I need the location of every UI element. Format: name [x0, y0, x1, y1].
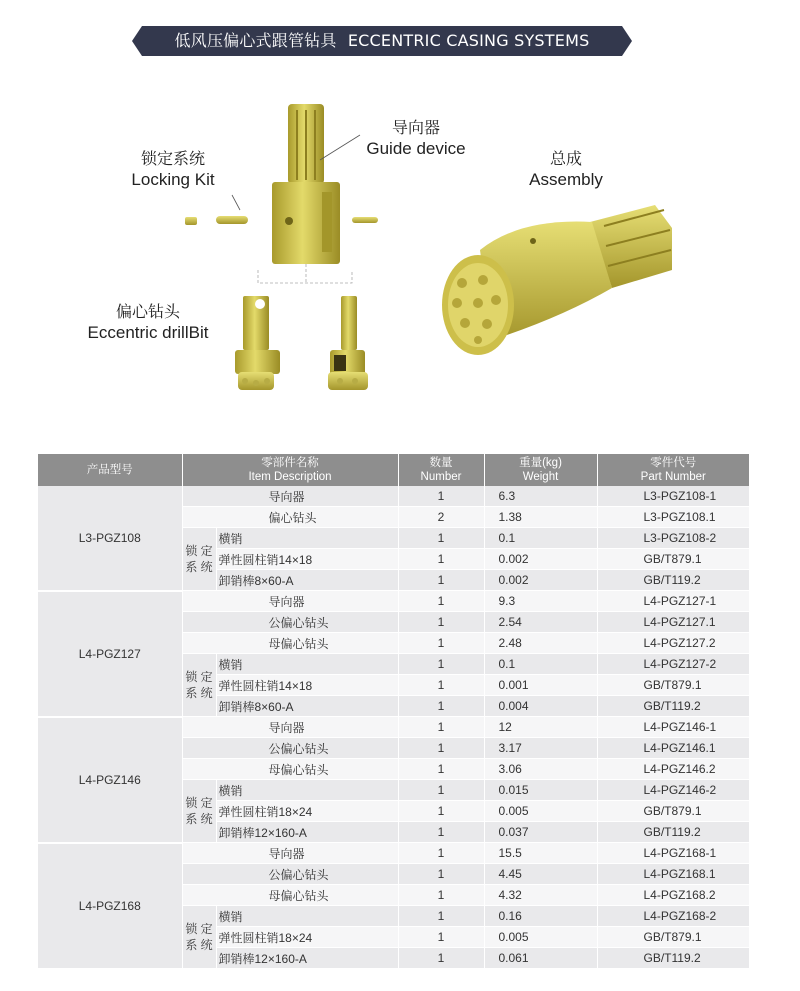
number-cell: 1: [398, 843, 484, 864]
weight-cell: 0.002: [484, 549, 597, 570]
item-cell: 弹性圆柱销14×18: [216, 549, 398, 570]
label-drillbit-cn: 偏心钻头: [115, 302, 180, 321]
assembly-drawing: [442, 205, 672, 355]
label-eccentric-drillbit: [72, 302, 224, 344]
table-row: [38, 843, 749, 864]
weight-cell: 4.45: [484, 864, 597, 885]
item-cell: 卸销棒12×160-A: [216, 822, 398, 843]
number-cell: 1: [398, 549, 484, 570]
locking-group-cell: [182, 528, 216, 591]
item-cell: 母偏心钻头: [182, 633, 398, 654]
table-row: [38, 486, 749, 507]
number-cell: 1: [398, 717, 484, 738]
weight-cell: 0.1: [484, 528, 597, 549]
weight-cell: 0.061: [484, 948, 597, 969]
header-item-en: Item Description: [248, 471, 332, 483]
table-body: [38, 486, 749, 969]
header-number-en: Number: [420, 471, 462, 483]
header-model-cn: 产品型号: [86, 464, 133, 476]
label-assembly-cn: 总成: [549, 149, 582, 168]
part-number-cell: L4-PGZ168.2: [597, 885, 749, 906]
number-cell: 1: [398, 528, 484, 549]
number-cell: 1: [398, 654, 484, 675]
weight-cell: 0.16: [484, 906, 597, 927]
part-number-cell: L4-PGZ168.1: [597, 864, 749, 885]
part-number-cell: GB/T879.1: [597, 927, 749, 948]
model-cell: L4-PGZ127: [38, 591, 182, 717]
number-cell: 1: [398, 759, 484, 780]
header-part-number: [597, 454, 749, 486]
eccentric-bit-drawing-right: [328, 296, 368, 390]
part-number-cell: L3-PGZ108-2: [597, 528, 749, 549]
part-number-cell: GB/T119.2: [597, 696, 749, 717]
number-cell: 1: [398, 864, 484, 885]
part-number-cell: GB/T879.1: [597, 549, 749, 570]
group-label-line2: 系 统: [185, 812, 213, 826]
number-cell: 1: [398, 906, 484, 927]
item-cell: 公偏心钻头: [182, 738, 398, 759]
weight-cell: 12: [484, 717, 597, 738]
part-number-cell: L4-PGZ146.2: [597, 759, 749, 780]
item-cell: 导向器: [182, 591, 398, 612]
group-label-line1: 锁 定: [185, 670, 213, 684]
header-item: [182, 454, 398, 486]
weight-cell: 0.004: [484, 696, 597, 717]
model-cell: L4-PGZ146: [38, 717, 182, 843]
part-number-cell: L4-PGZ127.2: [597, 633, 749, 654]
spec-table: [38, 454, 749, 970]
part-number-cell: GB/T119.2: [597, 822, 749, 843]
part-number-cell: L4-PGZ127-1: [597, 591, 749, 612]
weight-cell: 0.1: [484, 654, 597, 675]
model-cell: L3-PGZ108: [38, 486, 182, 591]
weight-cell: 0.005: [484, 801, 597, 822]
header-weight: [484, 454, 597, 486]
number-cell: 1: [398, 948, 484, 969]
number-cell: 1: [398, 822, 484, 843]
number-cell: 1: [398, 780, 484, 801]
item-cell: 母偏心钻头: [182, 759, 398, 780]
label-guide-cn: 导向器: [391, 118, 440, 137]
part-number-cell: GB/T119.2: [597, 948, 749, 969]
item-cell: 导向器: [182, 843, 398, 864]
item-cell: 弹性圆柱销18×24: [216, 801, 398, 822]
part-number-cell: L3-PGZ108-1: [597, 486, 749, 507]
item-cell: 导向器: [182, 486, 398, 507]
group-label-line2: 系 统: [185, 938, 213, 952]
number-cell: 2: [398, 507, 484, 528]
locking-group-cell: [182, 906, 216, 969]
label-locking-cn: 锁定系统: [140, 149, 205, 168]
item-cell: 卸销棒8×60-A: [216, 696, 398, 717]
item-cell: 卸销棒8×60-A: [216, 570, 398, 591]
product-illustration: [0, 0, 800, 440]
label-assembly-en: Assembly: [529, 170, 603, 189]
part-number-cell: L4-PGZ168-1: [597, 843, 749, 864]
number-cell: 1: [398, 486, 484, 507]
label-locking-kit: [122, 149, 224, 191]
item-cell: 母偏心钻头: [182, 885, 398, 906]
guide-device-drawing: [272, 104, 340, 264]
group-label-line1: 锁 定: [185, 544, 213, 558]
number-cell: 1: [398, 738, 484, 759]
locking-group-cell: [182, 780, 216, 843]
part-number-cell: L4-PGZ127-2: [597, 654, 749, 675]
header-model: [38, 454, 182, 486]
number-cell: 1: [398, 801, 484, 822]
weight-cell: 2.48: [484, 633, 597, 654]
number-cell: 1: [398, 927, 484, 948]
table-row: [38, 591, 749, 612]
item-cell: 横销: [216, 906, 398, 927]
label-drillbit-en: Eccentric drillBit: [87, 323, 209, 342]
part-number-cell: GB/T879.1: [597, 675, 749, 696]
item-cell: 卸销棒12×160-A: [216, 948, 398, 969]
weight-cell: 1.38: [484, 507, 597, 528]
part-number-cell: L4-PGZ146-2: [597, 780, 749, 801]
part-number-cell: L4-PGZ168-2: [597, 906, 749, 927]
header-number: [398, 454, 484, 486]
locking-group-cell: [182, 654, 216, 717]
item-cell: 横销: [216, 654, 398, 675]
part-number-cell: GB/T879.1: [597, 801, 749, 822]
header-item-cn: 零部件名称: [261, 457, 319, 469]
item-cell: 导向器: [182, 717, 398, 738]
label-guide-device: [356, 118, 476, 160]
number-cell: 1: [398, 570, 484, 591]
header-part-cn: 零件代号: [650, 457, 697, 469]
weight-cell: 0.037: [484, 822, 597, 843]
item-cell: 公偏心钻头: [182, 612, 398, 633]
group-label-line1: 锁 定: [185, 796, 213, 810]
weight-cell: 0.005: [484, 927, 597, 948]
header-weight-en: Weight: [522, 471, 559, 483]
part-number-cell: L4-PGZ146-1: [597, 717, 749, 738]
number-cell: 1: [398, 885, 484, 906]
part-number-cell: GB/T119.2: [597, 570, 749, 591]
part-number-cell: L3-PGZ108.1: [597, 507, 749, 528]
model-cell: L4-PGZ168: [38, 843, 182, 969]
header-weight-cn: 重量(kg): [519, 457, 562, 469]
weight-cell: 2.54: [484, 612, 597, 633]
table-row: [38, 717, 749, 738]
group-label-line2: 系 统: [185, 686, 213, 700]
weight-cell: 0.001: [484, 675, 597, 696]
group-label-line2: 系 统: [185, 560, 213, 574]
label-assembly: [520, 149, 612, 191]
item-cell: 横销: [216, 528, 398, 549]
weight-cell: 3.06: [484, 759, 597, 780]
number-cell: 1: [398, 675, 484, 696]
number-cell: 1: [398, 696, 484, 717]
part-number-cell: L4-PGZ146.1: [597, 738, 749, 759]
weight-cell: 0.015: [484, 780, 597, 801]
label-guide-en: Guide device: [366, 139, 466, 158]
weight-cell: 4.32: [484, 885, 597, 906]
header-number-cn: 数量: [429, 457, 453, 469]
item-cell: 公偏心钻头: [182, 864, 398, 885]
part-number-cell: L4-PGZ127.1: [597, 612, 749, 633]
banner-title-en: ECCENTRIC CASING SYSTEMS: [347, 31, 590, 50]
label-locking-en: Locking Kit: [131, 170, 215, 189]
header-part-en: Part Number: [640, 471, 706, 483]
item-cell: 弹性圆柱销18×24: [216, 927, 398, 948]
item-cell: 弹性圆柱销14×18: [216, 675, 398, 696]
number-cell: 1: [398, 612, 484, 633]
weight-cell: 9.3: [484, 591, 597, 612]
number-cell: 1: [398, 591, 484, 612]
weight-cell: 3.17: [484, 738, 597, 759]
weight-cell: 0.002: [484, 570, 597, 591]
item-cell: 偏心钻头: [182, 507, 398, 528]
table-header-row: [38, 454, 749, 486]
item-cell: 横销: [216, 780, 398, 801]
weight-cell: 6.3: [484, 486, 597, 507]
number-cell: 1: [398, 633, 484, 654]
eccentric-bit-drawing-left: [235, 296, 280, 390]
group-label-line1: 锁 定: [185, 922, 213, 936]
weight-cell: 15.5: [484, 843, 597, 864]
banner-title-cn: 低风压偏心式跟管钻具: [174, 31, 337, 50]
